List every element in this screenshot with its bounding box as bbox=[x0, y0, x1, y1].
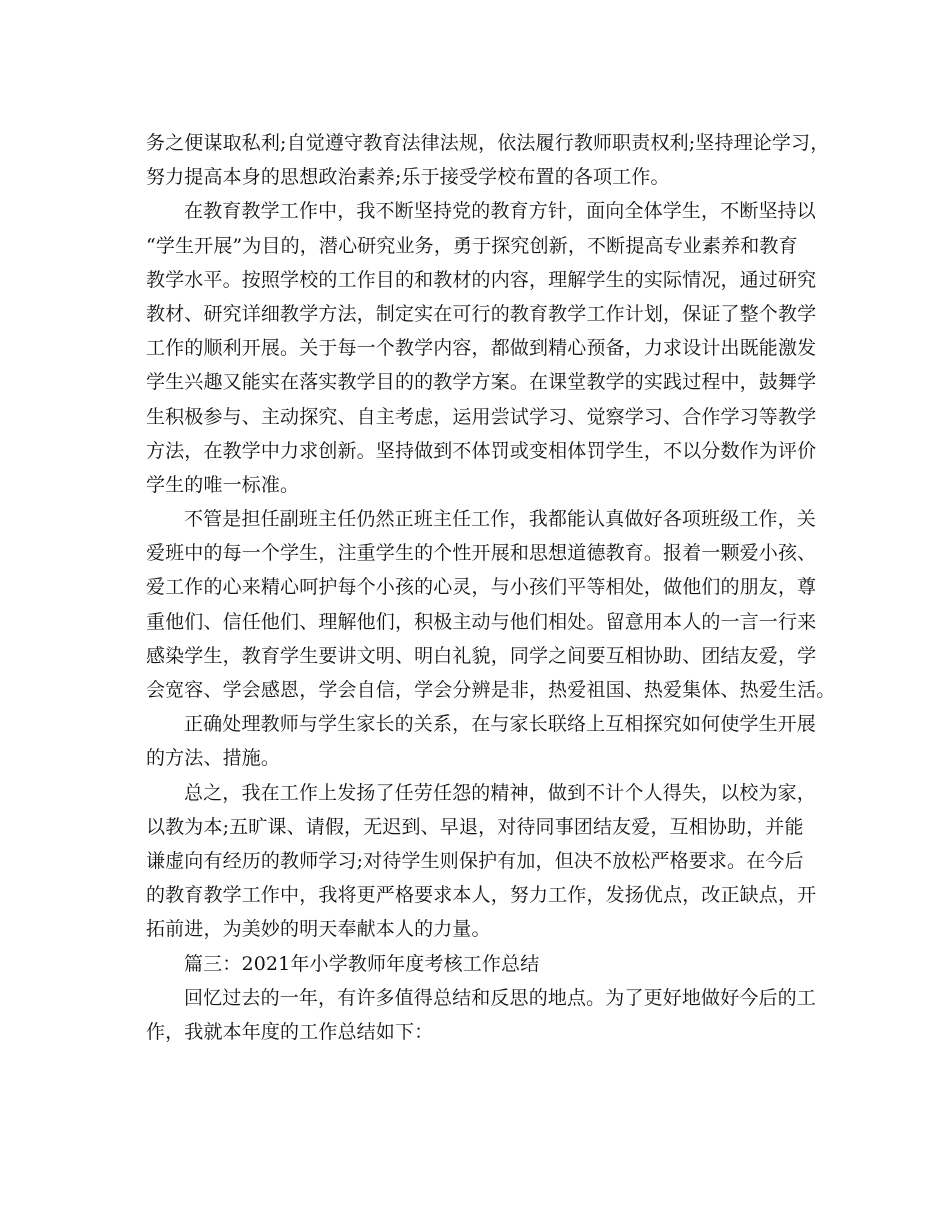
text-line: 工作的顺利开展。关于每一个教学内容，都做到精心预备，力求设计出既能激发 bbox=[146, 337, 817, 360]
paragraph-first-line: 回忆过去的一年，有许多值得总结和反思的地点。为了更好地做好今后的工 bbox=[184, 986, 816, 1009]
text-line: 教材、研究详细教学方法，制定实在可行的教育教学工作计划，保证了整个教学 bbox=[146, 302, 817, 325]
text-line: 感染学生，教育学生要讲文明、明白礼貌，同学之间要互相协助、团结友爱，学 bbox=[146, 644, 817, 667]
text-line: 的教育教学工作中，我将更严格要求本人，努力工作，发扬优点，改正缺点，开 bbox=[146, 884, 817, 907]
text-line: 爱班中的每一个学生，注重学生的个性开展和思想道德教育。报着一颗爱小孩、 bbox=[146, 542, 817, 565]
text-line: 努力提高本身的思想政治素养;乐于接受学校布置的各项工作。 bbox=[146, 166, 670, 189]
text-line: “学生开展”为目的，潜心研究业务，勇于探究创新，不断提高专业素养和教育 bbox=[146, 234, 798, 257]
paragraph-first-line: 不管是担任副班主任仍然正班主任工作，我都能认真做好各项班级工作，关 bbox=[184, 508, 816, 531]
text-line: 务之便谋取私利;自觉遵守教育法律法规，依法履行教师职责权利;坚持理论学习， bbox=[146, 132, 830, 154]
paragraph-first-line: 篇三：2021年小学教师年度考核工作总结 bbox=[184, 952, 540, 975]
text-line: 会宽容、学会感恩，学会自信，学会分辨是非，热爱祖国、热爱集体、热爱生活。 bbox=[146, 679, 836, 701]
text-line: 学生的唯一标准。 bbox=[146, 473, 300, 496]
text-line: 以教为本;五旷课、请假，无迟到、早退，对待同事团结友爱，互相协助，并能 bbox=[146, 815, 804, 838]
text-line: 爱工作的心来精心呵护每个小孩的心灵，与小孩们平等相处，做他们的朋友，尊 bbox=[146, 576, 817, 599]
text-line: 作，我就本年度的工作总结如下： bbox=[146, 1020, 434, 1043]
text-line: 谦虚向有经历的教师学习;对待学生则保护有加，但决不放松严格要求。在今后 bbox=[146, 849, 804, 872]
text-line: 学生兴趣又能实在落实教学目的的教学方案。在课堂教学的实践过程中，鼓舞学 bbox=[146, 371, 817, 394]
text-line: 重他们、信任他们、理解他们，积极主动与他们相处。留意用本人的一言一行来 bbox=[146, 610, 817, 633]
paragraph-first-line: 正确处理教师与学生家长的关系，在与家长联络上互相探究如何使学生开展 bbox=[184, 713, 816, 736]
text-line: 的方法、措施。 bbox=[146, 747, 281, 770]
text-line: 方法，在教学中力求创新。坚持做到不体罚或变相体罚学生，不以分数作为评价 bbox=[146, 439, 817, 462]
paragraph-first-line: 在教育教学工作中，我不断坚持党的教育方针，面向全体学生，不断坚持以 bbox=[184, 200, 816, 223]
text-line: 拓前进，为美妙的明天奉献本人的力量。 bbox=[146, 918, 491, 941]
paragraph-first-line: 总之，我在工作上发扬了任劳任怨的精神，做到不计个人得失，以校为家， bbox=[184, 781, 816, 804]
text-line: 教学水平。按照学校的工作目的和教材的内容，理解学生的实际情况，通过研究 bbox=[146, 268, 817, 291]
document-body bbox=[146, 126, 836, 1049]
text-line: 生积极参与、主动探究、自主考虑，运用尝试学习、觉察学习、合作学习等教学 bbox=[146, 405, 817, 428]
